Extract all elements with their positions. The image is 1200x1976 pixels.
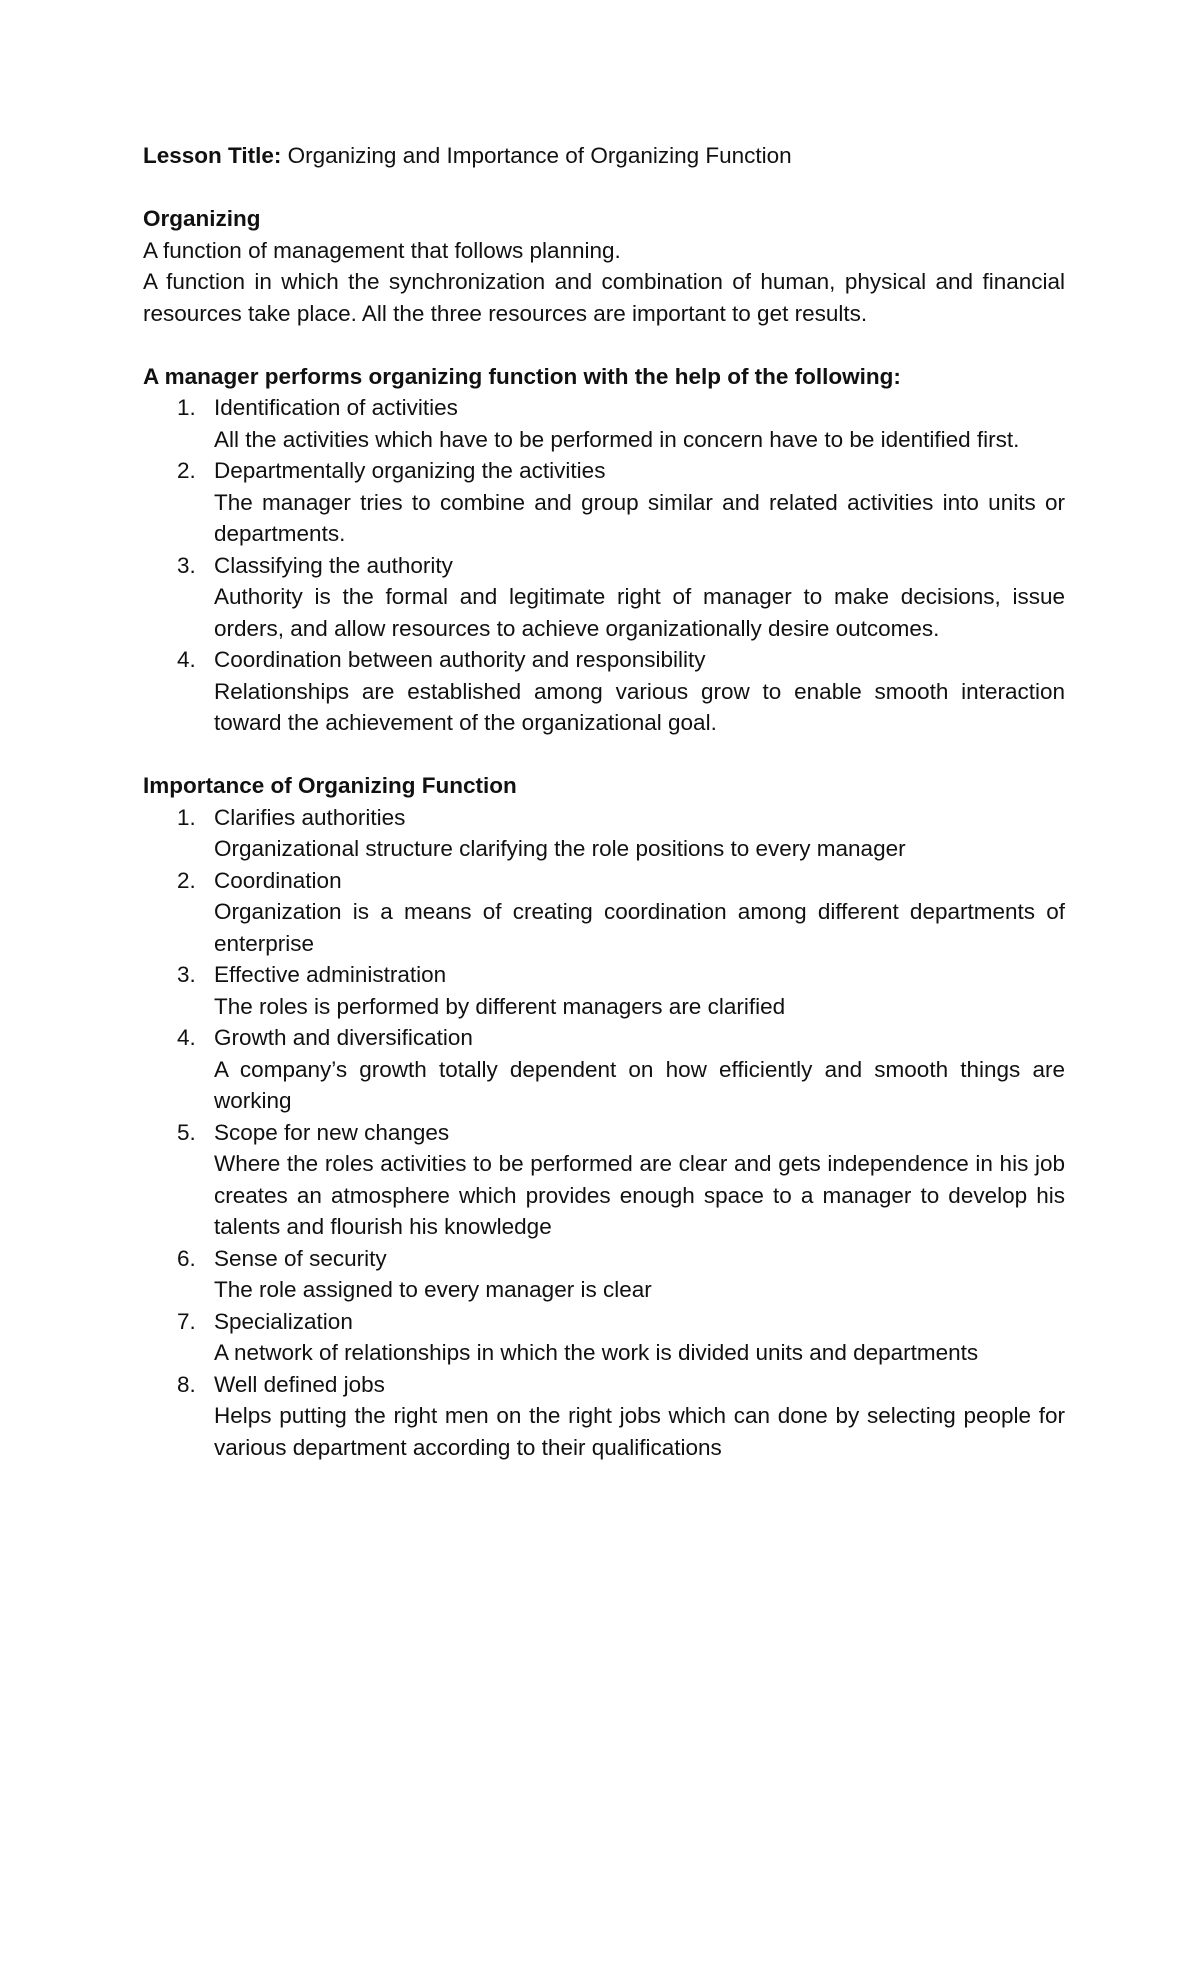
- lesson-title-label: Lesson Title:: [143, 143, 282, 168]
- list-item: [143, 865, 1065, 960]
- item-title: Specialization: [214, 1308, 353, 1334]
- lesson-title-line: [143, 140, 1065, 172]
- manager-heading: A manager performs organizing function with the help of the following:: [143, 363, 901, 389]
- item-number: 4.: [177, 1025, 196, 1050]
- item-title: Well defined jobs: [214, 1371, 385, 1397]
- item-description: The role assigned to every manager is clear: [214, 1277, 652, 1302]
- item-title: Classifying the authority: [214, 552, 453, 578]
- item-description: Helps putting the right men on the right jobs which can done by selecting people for various department according to their qualifications: [214, 1403, 1065, 1460]
- item-number: 1.: [177, 395, 196, 420]
- item-description: The manager tries to combine and group similar and related activities into units or departments.: [214, 489, 1065, 546]
- item-description: The roles is performed by different managers are clarified: [214, 993, 786, 1019]
- item-number: 8.: [177, 1371, 196, 1397]
- item-title: Scope for new changes: [214, 1119, 450, 1145]
- item-number: 6.: [177, 1245, 196, 1271]
- item-number: 3.: [177, 962, 196, 987]
- item-number: 2.: [177, 867, 196, 893]
- item-description: Organizational structure clarifying the role positions to every manager: [214, 836, 906, 861]
- item-number: 7.: [177, 1308, 196, 1334]
- item-description: Organization is a means of creating coordination among different departments of enterprise: [214, 899, 1065, 956]
- item-description: Where the roles activities to be performed are clear and gets independence in his job creates an atmosphere which provides enough space to a manager to develop his talents and flourish his knowledge: [214, 1151, 1065, 1239]
- list-item: [143, 392, 1065, 455]
- item-number: 3.: [177, 552, 196, 578]
- item-title: Coordination: [214, 867, 342, 893]
- list-item: [143, 455, 1065, 550]
- item-title: Growth and diversification: [214, 1025, 473, 1050]
- item-title: Departmentally organizing the activities: [214, 458, 606, 483]
- item-description: A network of relationships in which the work is divided units and departments: [214, 1340, 979, 1365]
- manager-section: [143, 361, 1065, 739]
- importance-list: [143, 802, 1065, 1464]
- item-description: Relationships are established among various grow to enable smooth interaction toward the achievement of the organizational goal.: [214, 678, 1065, 735]
- organizing-heading: Organizing: [143, 206, 261, 231]
- list-item: [143, 959, 1065, 1022]
- organizing-paragraph: A function in which the synchronization and combination of human, physical and financial resources take place. All the three resources are important to get results.: [143, 269, 1065, 326]
- list-item: [143, 550, 1065, 645]
- list-item: [143, 644, 1065, 739]
- item-description: All the activities which have to be performed in concern have to be identified first.: [214, 426, 1020, 452]
- item-title: Coordination between authority and responsibility: [214, 647, 706, 672]
- item-title: Clarifies authorities: [214, 804, 406, 830]
- item-number: 2.: [177, 458, 196, 483]
- organizing-section: [143, 203, 1065, 329]
- list-item: [143, 802, 1065, 865]
- manager-list: [143, 392, 1065, 739]
- list-item: [143, 1369, 1065, 1464]
- item-number: 4.: [177, 647, 196, 672]
- list-item: [143, 1306, 1065, 1369]
- item-number: 1.: [177, 804, 196, 830]
- item-description: Authority is the formal and legitimate right of manager to make decisions, issue orders, and allow resources to achieve organizationally desire outcomes.: [214, 584, 1065, 641]
- item-title: Identification of activities: [214, 395, 458, 420]
- document-page: [143, 140, 1065, 1463]
- item-title: Effective administration: [214, 962, 447, 987]
- item-number: 5.: [177, 1119, 196, 1145]
- importance-heading: Importance of Organizing Function: [143, 773, 517, 798]
- item-description: A company’s growth totally dependent on how efficiently and smooth things are working: [214, 1056, 1065, 1113]
- importance-section: [143, 770, 1065, 1463]
- organizing-paragraph: A function of management that follows planning.: [143, 237, 621, 263]
- list-item: [143, 1243, 1065, 1306]
- item-title: Sense of security: [214, 1245, 387, 1271]
- list-item: [143, 1022, 1065, 1117]
- lesson-title: Organizing and Importance of Organizing Function: [287, 143, 792, 168]
- list-item: [143, 1117, 1065, 1243]
